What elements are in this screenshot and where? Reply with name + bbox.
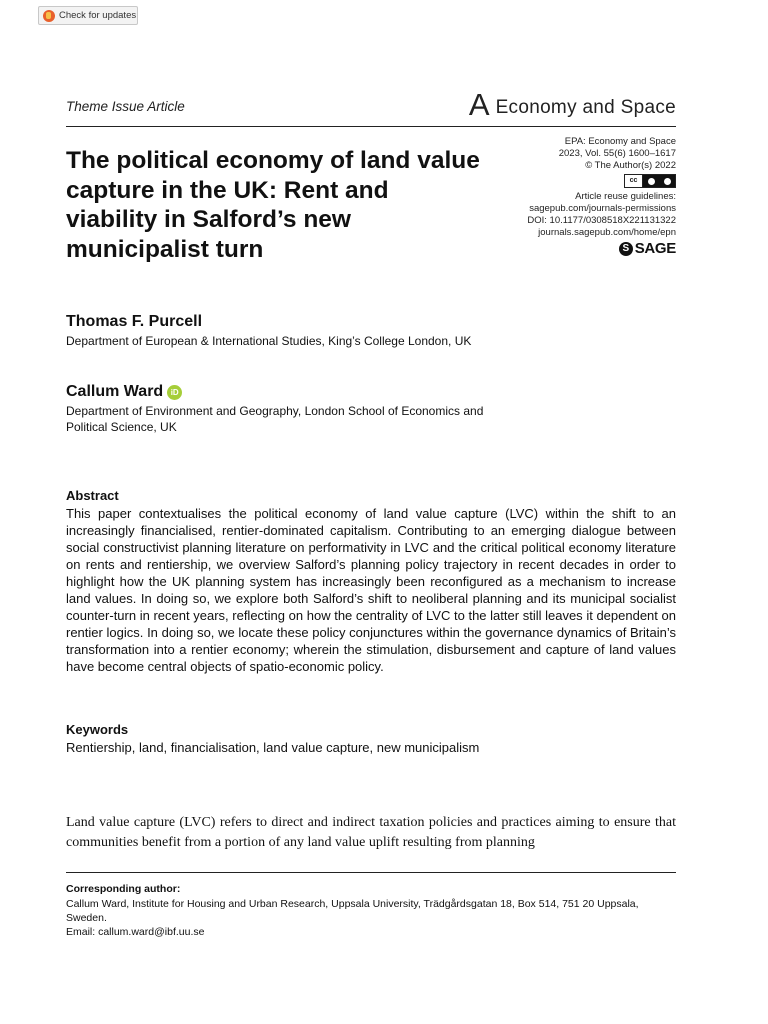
author-entry bbox=[66, 383, 182, 401]
keywords-text: Rentiership, land, financialisation, land value capture, new municipalism bbox=[66, 740, 480, 755]
check-for-updates-label: Check for updates bbox=[59, 10, 137, 21]
article-title: The political economy of land value capture in the UK: Rent and viability in Salford’s new municipalist turn bbox=[66, 147, 480, 263]
publisher-logo bbox=[619, 242, 676, 256]
meta-copyright: © The Author(s) 2022 bbox=[585, 160, 676, 171]
meta-permissions-link[interactable]: sagepub.com/journals-permissions bbox=[529, 203, 676, 214]
meta-journal: EPA: Economy and Space bbox=[564, 136, 676, 147]
corresponding-author-details bbox=[66, 897, 676, 939]
orcid-icon[interactable]: iD bbox=[167, 385, 182, 400]
keywords-heading: Keywords bbox=[66, 722, 129, 737]
journal-name: Economy and Space bbox=[495, 97, 676, 118]
publication-meta bbox=[446, 136, 676, 256]
author-name: Callum Ward bbox=[66, 383, 164, 400]
author-affiliation: Department of European & International Studies, King’s College London, UK bbox=[66, 334, 472, 348]
abstract-text: This paper contextualises the political economy of land value capture (LVC) within the shift to an increasingly financialised, rentier-dominated capitalism. Contributing to an emerging dialogue between social constructivist planning literature on performativity in LVC and the critical political economy literature on rents and rentiership, we overview Salford’s planning policy trajectory in recent decades in order to highlight how the UK planning system has increasingly been reconfigured as a mechanism to increase land values. In doing so, we explore both Salford’s shift to neoliberal planning and its municipal socialist counter-turn in recent years, reflecting on how the centrality of LVC to the latter still leaves it dependent on rentier logics. In doing so, we locate these policy conjunctures within the governance dynamics of Britain’s transformation into a rentier economy; wherein the stimulation, disbursement and capture of land values have become central objects of spatio-economic policy. bbox=[66, 506, 676, 674]
meta-reuse: Article reuse guidelines: bbox=[575, 191, 676, 202]
journal-logo bbox=[468, 87, 676, 122]
check-for-updates-button[interactable] bbox=[38, 6, 138, 25]
journal-logo-letter: A bbox=[468, 87, 490, 122]
crossmark-icon bbox=[43, 10, 55, 22]
meta-journal-link[interactable]: journals.sagepub.com/home/epn bbox=[538, 227, 676, 238]
meta-volume: 2023, Vol. 55(6) 1600–1617 bbox=[558, 148, 676, 159]
sage-icon: S bbox=[619, 242, 633, 256]
header-divider bbox=[66, 126, 676, 127]
cc-by-nc-icon: cc bbox=[624, 174, 676, 188]
abstract-heading: Abstract bbox=[66, 488, 119, 503]
corresponding-address: Callum Ward, Institute for Housing and Urban Research, Uppsala University, Trädgårdsgatan 18, Box 514, 751 20 Uppsala, Sweden. bbox=[66, 898, 639, 924]
publisher-name: SAGE bbox=[634, 240, 676, 257]
author-affiliation: Department of Environment and Geography, London School of Economics and Political Science, UK bbox=[66, 404, 484, 434]
footnote-divider bbox=[66, 872, 676, 873]
corresponding-author-heading: Corresponding author: bbox=[66, 883, 181, 895]
meta-doi[interactable]: DOI: 10.1177/0308518X221131322 bbox=[527, 215, 676, 226]
corresponding-email[interactable]: Email: callum.ward@ibf.uu.se bbox=[66, 926, 205, 938]
author-name: Thomas F. Purcell bbox=[66, 313, 203, 330]
article-type-label: Theme Issue Article bbox=[66, 99, 185, 114]
body-paragraph: Land value capture (LVC) refers to direct and indirect taxation policies and practices aiming to ensure that communities benefit from a portion of any land value uplift resulting from planning bbox=[66, 815, 676, 850]
